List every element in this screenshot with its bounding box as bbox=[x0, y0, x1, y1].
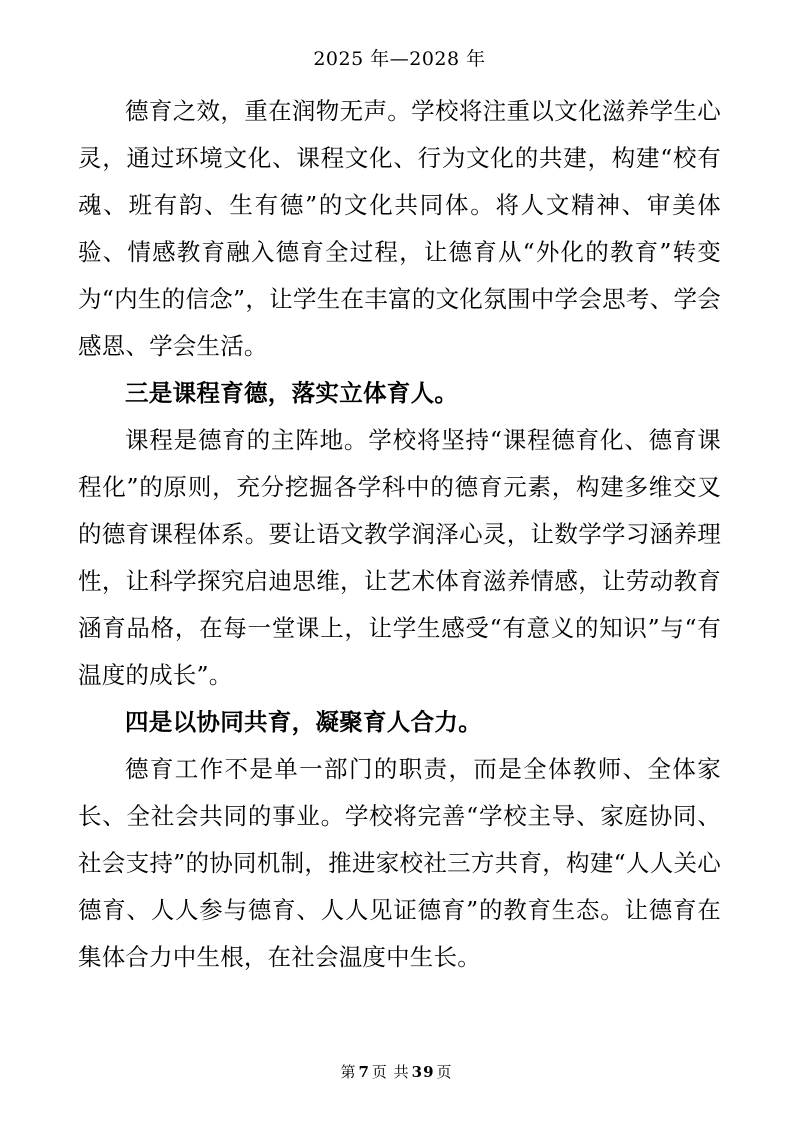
paragraph-body: 德育工作不是单一部门的职责，而是全体教师、全体家长、全社会共同的事业。学校将完善“学校主导、家庭协同、社会支持”的协同机制，推进家校社三方共育，构建“人人关心德育、人人参与德育、人人见证德育”的教育生态。让德育在集体合力中生根，在社会温度中生长。 bbox=[78, 755, 721, 971]
paragraph-body: 课程是德育的主阵地。学校将坚持“课程德育化、德育课程化”的原则，充分挖掘各学科中的德育元素，构建多维交叉的德育课程体系。要让语文教学润泽心灵，让数学学习涵养理性，让科学探究启迪思维，让艺术体育滋养情感，让劳动教育涵育品格，在每一堂课上，让学生感受“有意义的知识”与“有温度的成长”。 bbox=[78, 426, 721, 689]
footer-middle: 页 共 bbox=[371, 1063, 410, 1081]
footer-current-page: 7 bbox=[358, 1063, 370, 1081]
footer-total-pages: 39 bbox=[411, 1063, 435, 1081]
page-header: 2025 年—2028 年 bbox=[313, 48, 486, 70]
section-heading: 四是以协同共育，凝聚育人合力。 bbox=[125, 708, 482, 736]
footer-prefix: 第 bbox=[340, 1063, 357, 1081]
section-heading: 三是课程育德，落实立体育人。 bbox=[125, 379, 459, 407]
footer-suffix: 页 bbox=[436, 1063, 453, 1081]
paragraph-body: 德育之效，重在润物无声。学校将注重以文化滋养学生心灵，通过环境文化、课程文化、行为文化的共建，构建“校有魂、班有韵、生有德”的文化共同体。将人文精神、审美体验、情感教育融入德育全过程，让德育从“外化的教育”转变为“内生的信念”，让学生在丰富的文化氛围中学会思考、学会感恩、学会生活。 bbox=[78, 97, 721, 360]
page-footer bbox=[0, 1061, 793, 1082]
